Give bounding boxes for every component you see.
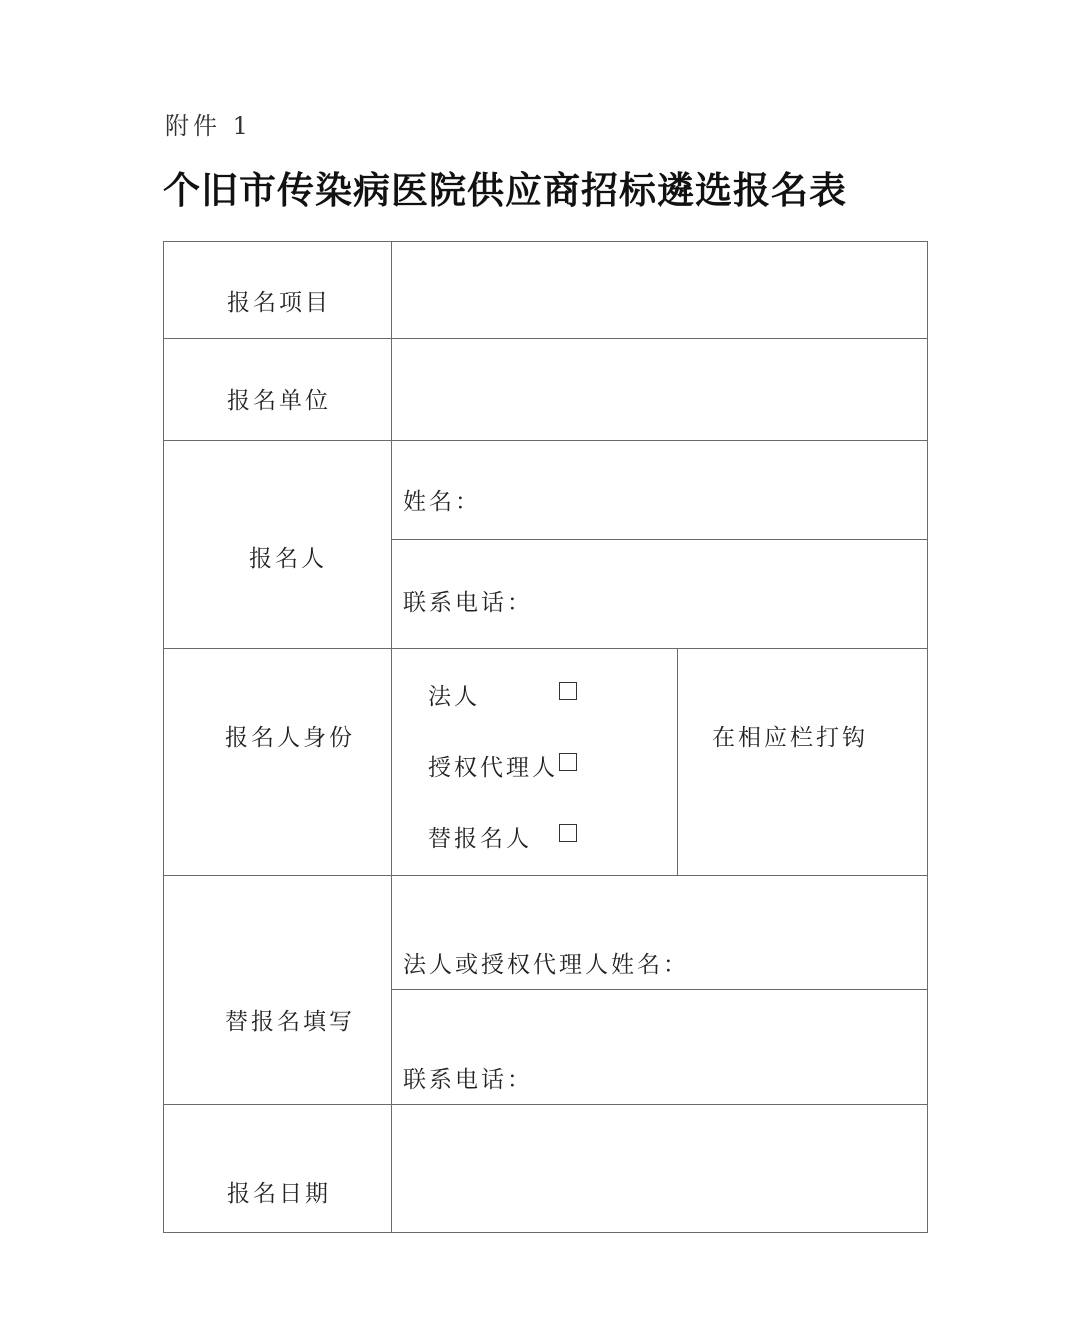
proxy-registrant-checkbox[interactable] xyxy=(559,824,577,842)
identity-option-label: 授权代理人 xyxy=(428,755,558,781)
identity-hint: 在相应栏打钩 xyxy=(712,725,868,751)
person-name-field[interactable] xyxy=(493,441,927,539)
table-border-bottom xyxy=(163,1232,928,1233)
unit-field[interactable] xyxy=(392,339,927,440)
proxy-name-field[interactable] xyxy=(668,876,927,989)
identity-label: 报名人身份 xyxy=(225,725,355,751)
proxy-phone-field[interactable] xyxy=(523,990,927,1104)
table-border-left xyxy=(163,241,164,1233)
person-phone-field[interactable] xyxy=(523,540,927,648)
person-phone-label: 联系电话： xyxy=(403,590,533,616)
date-label: 报名日期 xyxy=(227,1181,331,1207)
person-label: 报名人 xyxy=(249,546,327,572)
proxy-phone-label: 联系电话： xyxy=(403,1067,533,1093)
person-name-label: 姓名： xyxy=(403,489,481,515)
date-field[interactable] xyxy=(392,1105,927,1232)
attachment-label: 附件 1 xyxy=(165,112,252,140)
project-label: 报名项目 xyxy=(227,290,331,316)
table-border-right xyxy=(927,241,928,1233)
identity-option-label: 替报名人 xyxy=(428,826,532,852)
registration-form xyxy=(163,241,928,1233)
page-title: 个旧市传染病医院供应商招标遴选报名表 xyxy=(163,169,847,212)
identity-divider xyxy=(677,648,678,876)
unit-label: 报名单位 xyxy=(227,388,331,414)
project-field[interactable] xyxy=(392,242,927,338)
proxy-name-label: 法人或授权代理人姓名： xyxy=(403,952,689,978)
proxy-label: 替报名填写 xyxy=(225,1009,355,1035)
legal-person-checkbox[interactable] xyxy=(559,682,577,700)
authorized-agent-checkbox[interactable] xyxy=(559,753,577,771)
identity-option-label: 法人 xyxy=(428,684,480,710)
row-divider xyxy=(163,648,928,649)
